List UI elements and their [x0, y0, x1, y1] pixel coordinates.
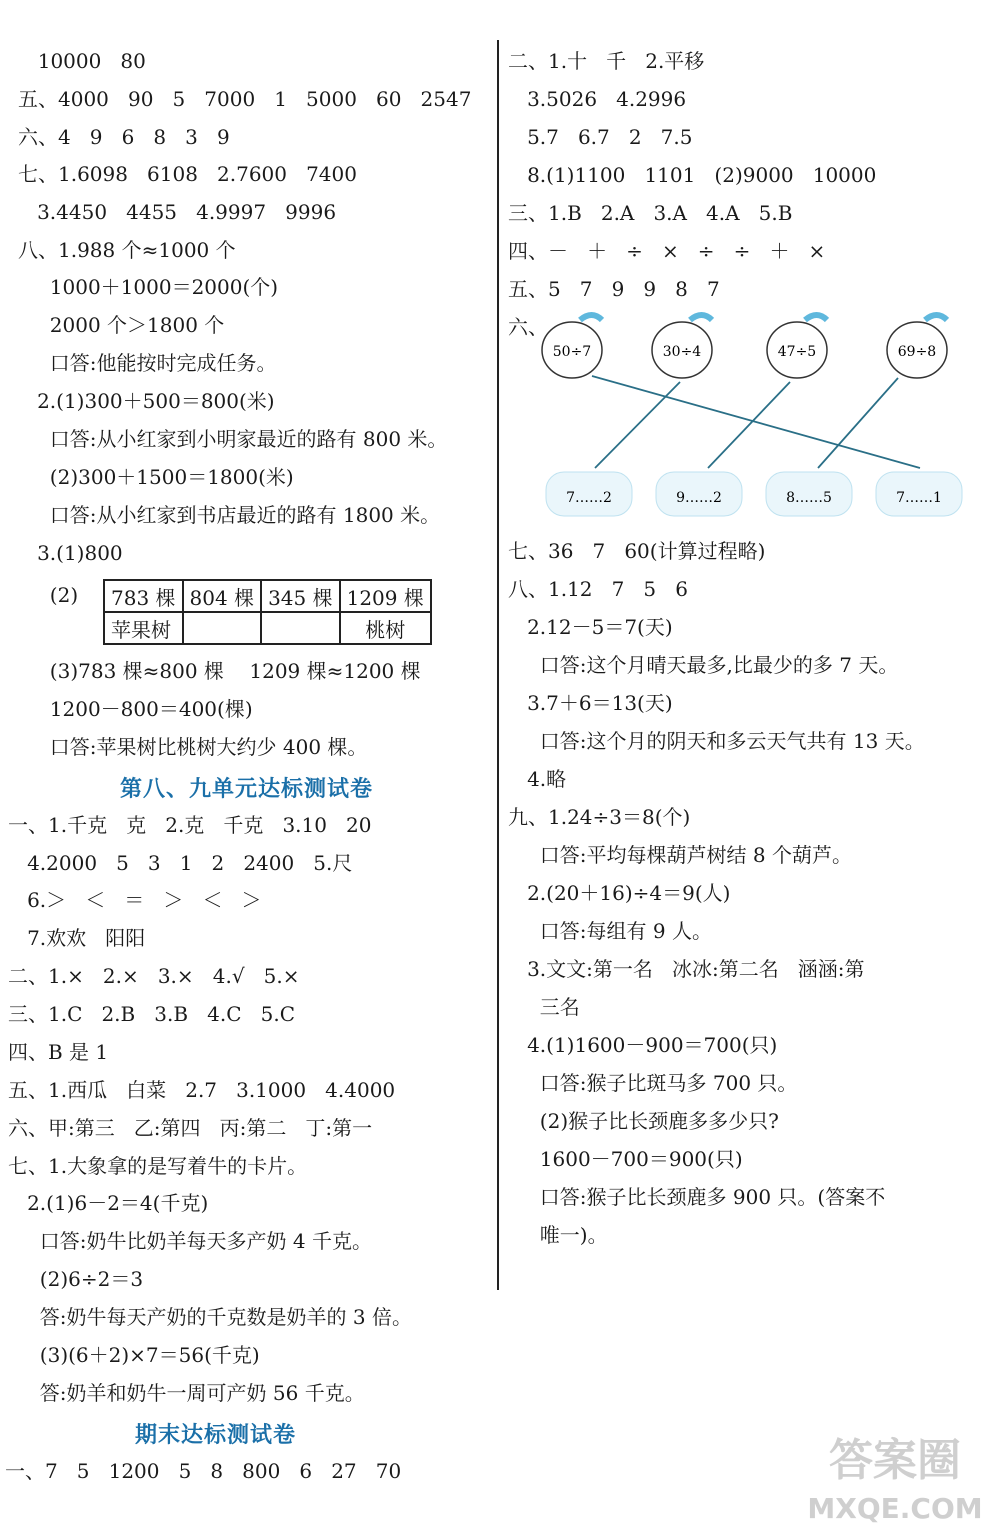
cloud-card	[876, 472, 962, 516]
answer-line: 口答:从小红家到小明家最近的路有 800 米。	[18, 427, 448, 451]
answer-line: 7.欢欢 阳阳	[8, 926, 146, 950]
answer-line: 口答:从小红家到书店最近的路有 1800 米。	[18, 503, 441, 527]
answer-line: 三名	[508, 995, 580, 1019]
answer-line: 口答:猴子比斑马多 700 只。	[508, 1071, 798, 1095]
answer-line: (2)	[18, 583, 79, 607]
cloud-label: 9……2	[676, 490, 722, 506]
answer-line: 口答:苹果树比桃树大约少 400 棵。	[18, 735, 368, 759]
answer-line: 唯一)。	[508, 1223, 608, 1247]
answer-line: 1000＋1000＝2000(个)	[18, 275, 279, 299]
answer-line: 3.(1)800	[18, 541, 123, 565]
table-row	[104, 580, 431, 612]
answer-line: 3.4450 4455 4.9997 9996	[18, 200, 337, 224]
answer-line: (2)300＋1500＝1800(米)	[18, 465, 294, 489]
answer-line: 1600－700＝900(只)	[508, 1147, 743, 1171]
table-cell	[183, 612, 262, 644]
answer-line: 三、1.C 2.B 3.B 4.C 5.C	[8, 1002, 296, 1026]
answer-line: 答:奶牛每天产奶的千克数是奶羊的 3 倍。	[8, 1305, 412, 1329]
apple-card	[767, 315, 827, 378]
answer-line: 一、1.千克 克 2.克 千克 3.10 20	[8, 813, 372, 837]
match-line	[818, 378, 898, 468]
answer-line: 4.(1)1600－900＝700(只)	[508, 1033, 778, 1057]
answer-line: 七、36 7 60(计算过程略)	[508, 539, 766, 563]
answer-line: 二、1.× 2.× 3.× 4.√ 5.×	[8, 964, 300, 988]
answer-line: 九、1.24÷3＝8(个)	[508, 805, 691, 829]
answer-line: 五、1.西瓜 白菜 2.7 3.1000 4.4000	[8, 1078, 396, 1102]
answer-line: 六、甲:第三 乙:第四 丙:第二 丁:第一	[8, 1116, 373, 1140]
answer-line: 3.文文:第一名 冰冰:第二名 涵涵:第	[508, 957, 865, 981]
watermark-text: 答案圈	[829, 1435, 961, 1486]
answer-line: 八、1.12 7 5 6	[508, 577, 688, 601]
table-cell: 345 棵	[261, 580, 340, 612]
answer-line: (2)6÷2＝3	[8, 1267, 144, 1291]
answer-line: 5.7 6.7 2 7.5	[508, 125, 693, 149]
answer-line: 2.(20＋16)÷4＝9(人)	[508, 881, 731, 905]
answer-line: 10000 80	[25, 49, 146, 73]
watermark-logo	[800, 1420, 990, 1530]
table-cell: 1209 棵	[340, 580, 431, 612]
answer-line: 口答:这个月的阴天和多云天气共有 13 天。	[508, 729, 925, 753]
cloud-card	[656, 472, 742, 516]
answer-line: 口答:平均每棵葫芦树结 8 个葫芦。	[508, 843, 852, 867]
apple-label: 30÷4	[662, 344, 702, 360]
answer-line: 2.(1)6－2＝4(千克)	[8, 1191, 209, 1215]
answer-line: 五、4000 90 5 7000 1 5000 60 2547	[18, 87, 472, 111]
answer-line: 6.＞ ＜ ＝ ＞ ＜ ＞	[8, 888, 262, 912]
answer-line: 1200－800＝400(棵)	[18, 697, 253, 721]
answer-line: 二、1.十 千 2.平移	[508, 49, 705, 73]
table-cell: 苹果树	[104, 612, 183, 644]
apple-label: 69÷8	[897, 344, 937, 360]
answer-line: 8.(1)1100 1101 (2)9000 10000	[508, 163, 877, 187]
matching-diagram	[540, 312, 980, 532]
answer-line: 2.12－5＝7(天)	[508, 615, 673, 639]
answer-line: 3.5026 4.2996	[508, 87, 687, 111]
answer-line: 2.(1)300＋500＝800(米)	[18, 389, 275, 413]
answer-line: 六、4 9 6 8 3 9	[18, 125, 230, 149]
answer-line: (3)(6＋2)×7＝56(千克)	[8, 1343, 260, 1367]
answer-line: 三、1.B 2.A 3.A 4.A 5.B	[508, 201, 793, 225]
table-cell: 783 棵	[104, 580, 183, 612]
apple-label: 47÷5	[777, 344, 817, 360]
answer-line: 四、B 是 1	[8, 1040, 109, 1064]
answer-line: 口答:猴子比长颈鹿多 900 只。(答案不	[508, 1185, 886, 1209]
answer-line: 五、5 7 9 9 8 7	[508, 277, 720, 301]
answer-line: 答:奶羊和奶牛一周可产奶 56 千克。	[8, 1381, 365, 1405]
table-cell	[261, 612, 340, 644]
answer-line: 2000 个＞1800 个	[18, 313, 225, 337]
answer-line: 八、1.988 个≈1000 个	[18, 238, 236, 262]
answer-line: 4.2000 5 3 1 2 2400 5.尺	[8, 851, 353, 875]
cloud-card	[766, 472, 852, 516]
watermark-url: MXQE.COM	[807, 1492, 983, 1525]
cloud-label: 7……1	[896, 490, 942, 506]
table-cell: 桃树	[340, 612, 431, 644]
cloud-card	[546, 472, 632, 516]
answer-line: 七、1.6098 6108 2.7600 7400	[18, 162, 357, 186]
answer-line: 口答:每组有 9 人。	[508, 919, 712, 943]
section-title-unit89: 第八、九单元达标测试卷	[120, 776, 374, 802]
cloud-label: 7……2	[566, 490, 612, 506]
match-line	[708, 382, 790, 468]
tree-count-table	[103, 579, 432, 645]
answer-line: (3)783 棵≈800 棵 1209 棵≈1200 棵	[18, 659, 421, 683]
column-divider	[497, 40, 499, 1290]
apple-card	[542, 315, 602, 378]
answer-line: 口答:奶牛比奶羊每天多产奶 4 千克。	[8, 1229, 372, 1253]
match-line	[595, 382, 680, 468]
answer-line: 口答:他能按时完成任务。	[18, 351, 277, 375]
answer-line: 四、－ ＋ ÷ × ÷ ÷ ＋ ×	[508, 239, 826, 263]
answer-line: 口答:这个月晴天最多,比最少的多 7 天。	[508, 653, 899, 677]
apple-card	[887, 315, 947, 378]
answer-line: 4.略	[508, 767, 567, 791]
answer-line: (2)猴子比长颈鹿多多少只?	[508, 1109, 779, 1133]
apple-card	[652, 315, 712, 378]
table-row	[104, 612, 431, 644]
answer-line: 七、1.大象拿的是写着牛的卡片。	[8, 1154, 308, 1178]
apple-label: 50÷7	[552, 344, 592, 360]
cloud-label: 8……5	[786, 490, 832, 506]
answer-line: 一、7 5 1200 5 8 800 6 27 70	[5, 1459, 402, 1483]
table-cell: 804 棵	[183, 580, 262, 612]
answer-line: 六、	[508, 315, 548, 339]
answer-line: 3.7＋6＝13(天)	[508, 691, 673, 715]
section-title-final: 期末达标测试卷	[135, 1422, 297, 1448]
